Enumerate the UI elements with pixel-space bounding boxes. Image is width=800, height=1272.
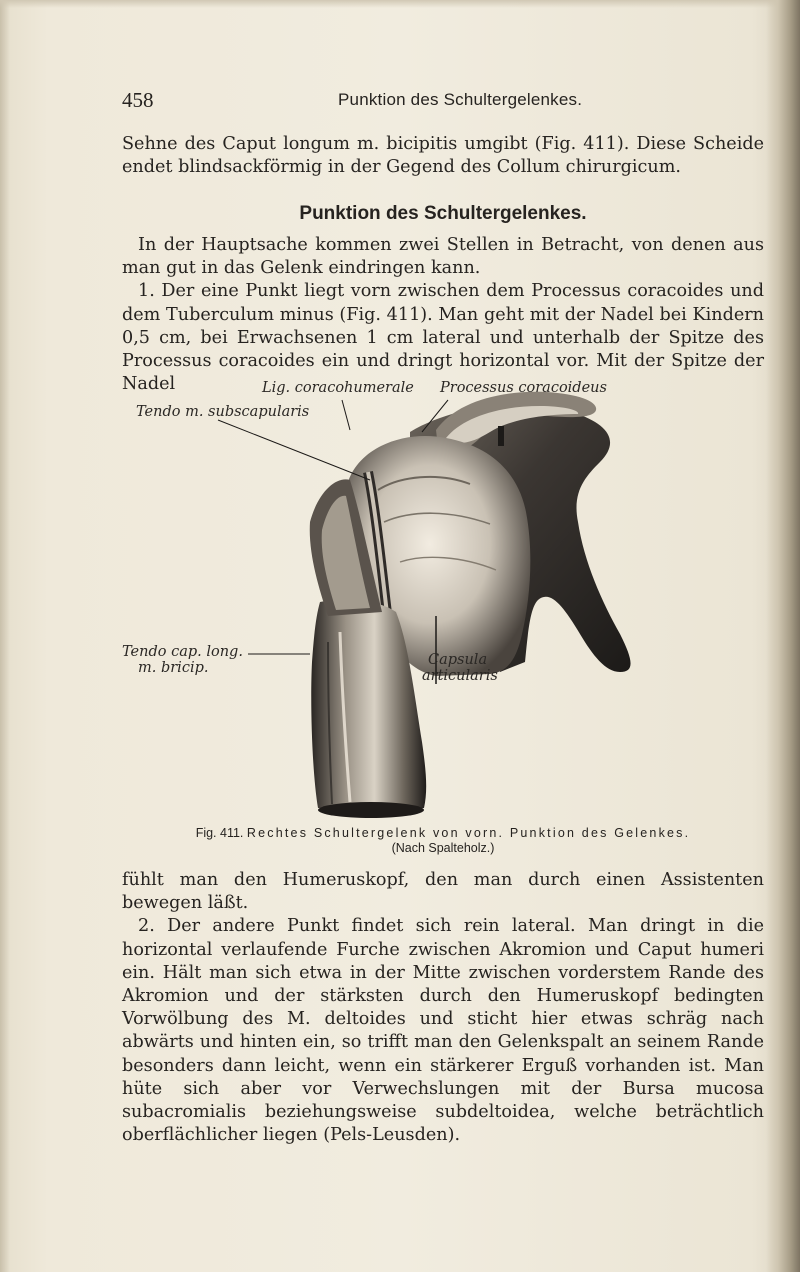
label-tendo-cap-long: Tendo cap. long. bbox=[122, 644, 243, 660]
paragraph-humeruskopf: fühlt man den Humeruskopf, den man durch einen Assistenten bewegen läßt. bbox=[122, 870, 764, 914]
label-m-bricip: m. bricip. bbox=[138, 660, 209, 676]
label-lig-coracohumerale: Lig. coracohumerale bbox=[262, 380, 414, 396]
lig-leader-line bbox=[342, 400, 350, 430]
caption-source: (Nach Spalteholz.) bbox=[391, 841, 495, 855]
shaft-cut-end bbox=[318, 802, 424, 818]
page-header bbox=[122, 86, 762, 116]
anatomical-figure bbox=[122, 372, 760, 832]
caption-title: Rechtes Schultergelenk von vorn. Punktion des Gelenkes. bbox=[246, 826, 691, 840]
label-processus-coracoideus: Processus coracoideus bbox=[440, 380, 607, 396]
running-head: Punktion des Schultergelenkes. bbox=[338, 90, 583, 109]
text-block-continuation bbox=[122, 869, 764, 1147]
figure-caption bbox=[122, 826, 764, 856]
label-capsula: Capsula bbox=[428, 652, 488, 668]
paragraph-sehne: Sehne des Caput longum m. bicipitis umgibt (Fig. 411). Diese Scheide endet blindsackförmig in der Gegend des Collum chirurgicum. bbox=[122, 134, 764, 178]
paragraph-hauptsache: In der Hauptsache kommen zwei Stellen in Betracht, von denen aus man gut in das Gelenk eindringen kann. bbox=[122, 235, 764, 279]
label-articularis: articularis bbox=[422, 668, 498, 684]
section-heading: Punktion des Schultergelenkes. bbox=[299, 203, 587, 224]
text-block-intro bbox=[122, 133, 764, 179]
paragraph-punkt-2: 2. Der andere Punkt findet sich rein lateral. Man dringt in die horizontal verlaufende Furche zwischen Akromion und Caput humeri ein. Hält man sich etwa in der Mitte zwischen vorderstem Rande des Akromion und der stärksten durch den Humeruskopf bedingten Vorwölbung des M. deltoides und sticht hier etwas schräg nach abwärts und hinten ein, so trifft man den Gelenkspalt an seinem Rande besonders dann leicht, wenn ein stärkerer Erguß vorhanden ist. Man hüte sich aber vor Verwechslungen mit der Bursa mucosa subacromialis beziehungsweise subdeltoidea, welche beträchtlich oberflächlicher liegen (Pels-Leusden). bbox=[122, 916, 764, 1146]
page-number: 458 bbox=[122, 88, 154, 112]
page-top-edge-shadow bbox=[0, 0, 800, 8]
subscapularis-leader-line bbox=[218, 420, 370, 480]
shoulder-joint-illustration bbox=[200, 372, 760, 832]
label-tendo-subscapularis: Tendo m. subscapularis bbox=[136, 404, 310, 420]
needle-hub bbox=[498, 426, 504, 446]
page-left-edge-shadow bbox=[0, 0, 10, 1272]
page-binding-shadow bbox=[766, 0, 800, 1272]
paragraph-punkt-1: 1. Der eine Punkt liegt vorn zwischen dem Processus coracoides und dem Tuberculum minus (Fig. 411). Man geht mit der Nadel bei Kindern 0,5 cm, bei Erwachsenen 1 cm lateral und unterhalb der Spitze des Processus coracoides ein und dringt horizontal vor. Mit der Spitze der Nadel bbox=[122, 281, 764, 395]
caption-fig-number: Fig. 411. bbox=[195, 826, 244, 840]
